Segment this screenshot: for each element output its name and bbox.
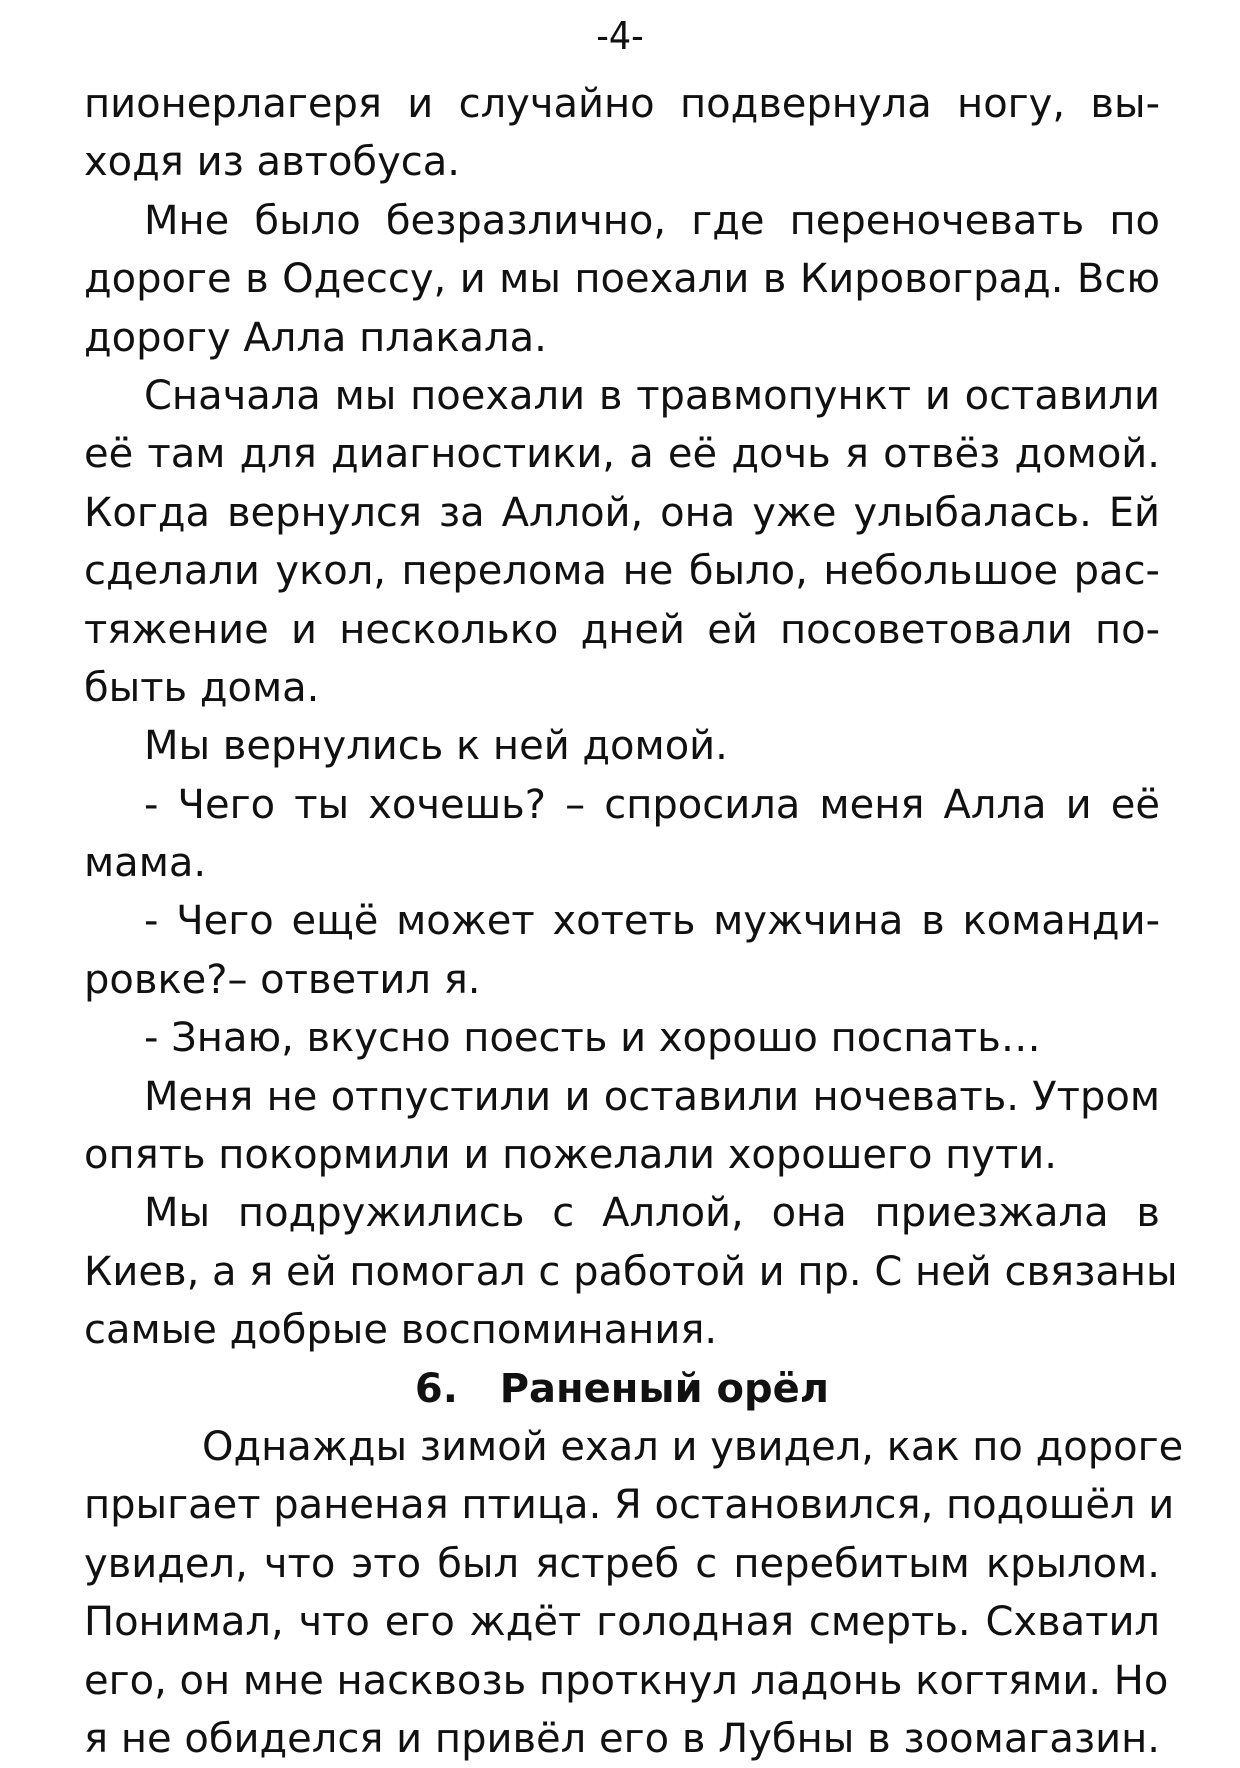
text-line: её там для диагностики, а её дочь я отвёз домой. (84, 431, 1160, 478)
text-line: Мне было безразлично, где переночевать по (144, 197, 1160, 244)
text-line: дороге в Одессу, и мы поехали в Кировоград. Всю (84, 256, 1160, 303)
text-line: - Чего ты хочешь? – спросила меня Алла и её (144, 781, 1160, 828)
text-line: Меня не отпустили и оставили ночевать. Утром (144, 1073, 1160, 1120)
text-line: мама. (84, 840, 207, 887)
text-line: Киев, а я ей помогал с работой и пр. С ней связаны (84, 1248, 1178, 1295)
text-line: я не обиделся и привёл его в Лубны в зоомагазин. (84, 1715, 1160, 1762)
text-line: Однажды зимой ехал и увидел, как по дороге (202, 1423, 1184, 1470)
text-line: пионерлагеря и случайно подвернула ногу, вы- (84, 81, 1160, 127)
text-line: Когда вернулся за Аллой, она уже улыбалась. Ей (84, 489, 1160, 536)
text-line: Сначала мы поехали в травмопункт и оставили (144, 372, 1160, 419)
text-line: сделали укол, перелома не было, небольшое рас- (84, 548, 1160, 595)
text-line: - Знаю, вкусно поесть и хорошо поспать… (144, 1015, 1041, 1062)
text-line: дорогу Алла плакала. (84, 314, 547, 361)
text-line: быть дома. (84, 664, 320, 711)
text-line: прыгает раненая птица. Я остановился, подошёл и (84, 1482, 1175, 1529)
text-line: Мы подружились с Аллой, она приезжала в (144, 1190, 1160, 1237)
text-line: ровке?– ответил я. (84, 956, 481, 1003)
section-heading: 6. Раненый орёл (414, 1365, 830, 1412)
text-line: - Чего ещё может хотеть мужчина в команди- (144, 898, 1160, 945)
text-line: ходя из автобуса. (84, 139, 460, 186)
page-body (84, 75, 1184, 1768)
text-line: его, он мне насквозь проткнул ладонь когтями. Но (84, 1657, 1169, 1704)
text-line: тяжение и несколько дней ей посоветовали по- (84, 606, 1160, 653)
text-line: увидел, что это был ястреб с перебитым крылом. (84, 1540, 1160, 1587)
text-line: самые добрые воспоминания. (84, 1307, 718, 1354)
page-number: -4- (596, 14, 644, 58)
text-line: опять покормили и пожелали хорошего пути. (84, 1132, 1057, 1179)
text-line: Понимал, что его ждёт голодная смерть. Схватил (84, 1599, 1160, 1646)
text-line: Мы вернулись к ней домой. (144, 723, 728, 770)
